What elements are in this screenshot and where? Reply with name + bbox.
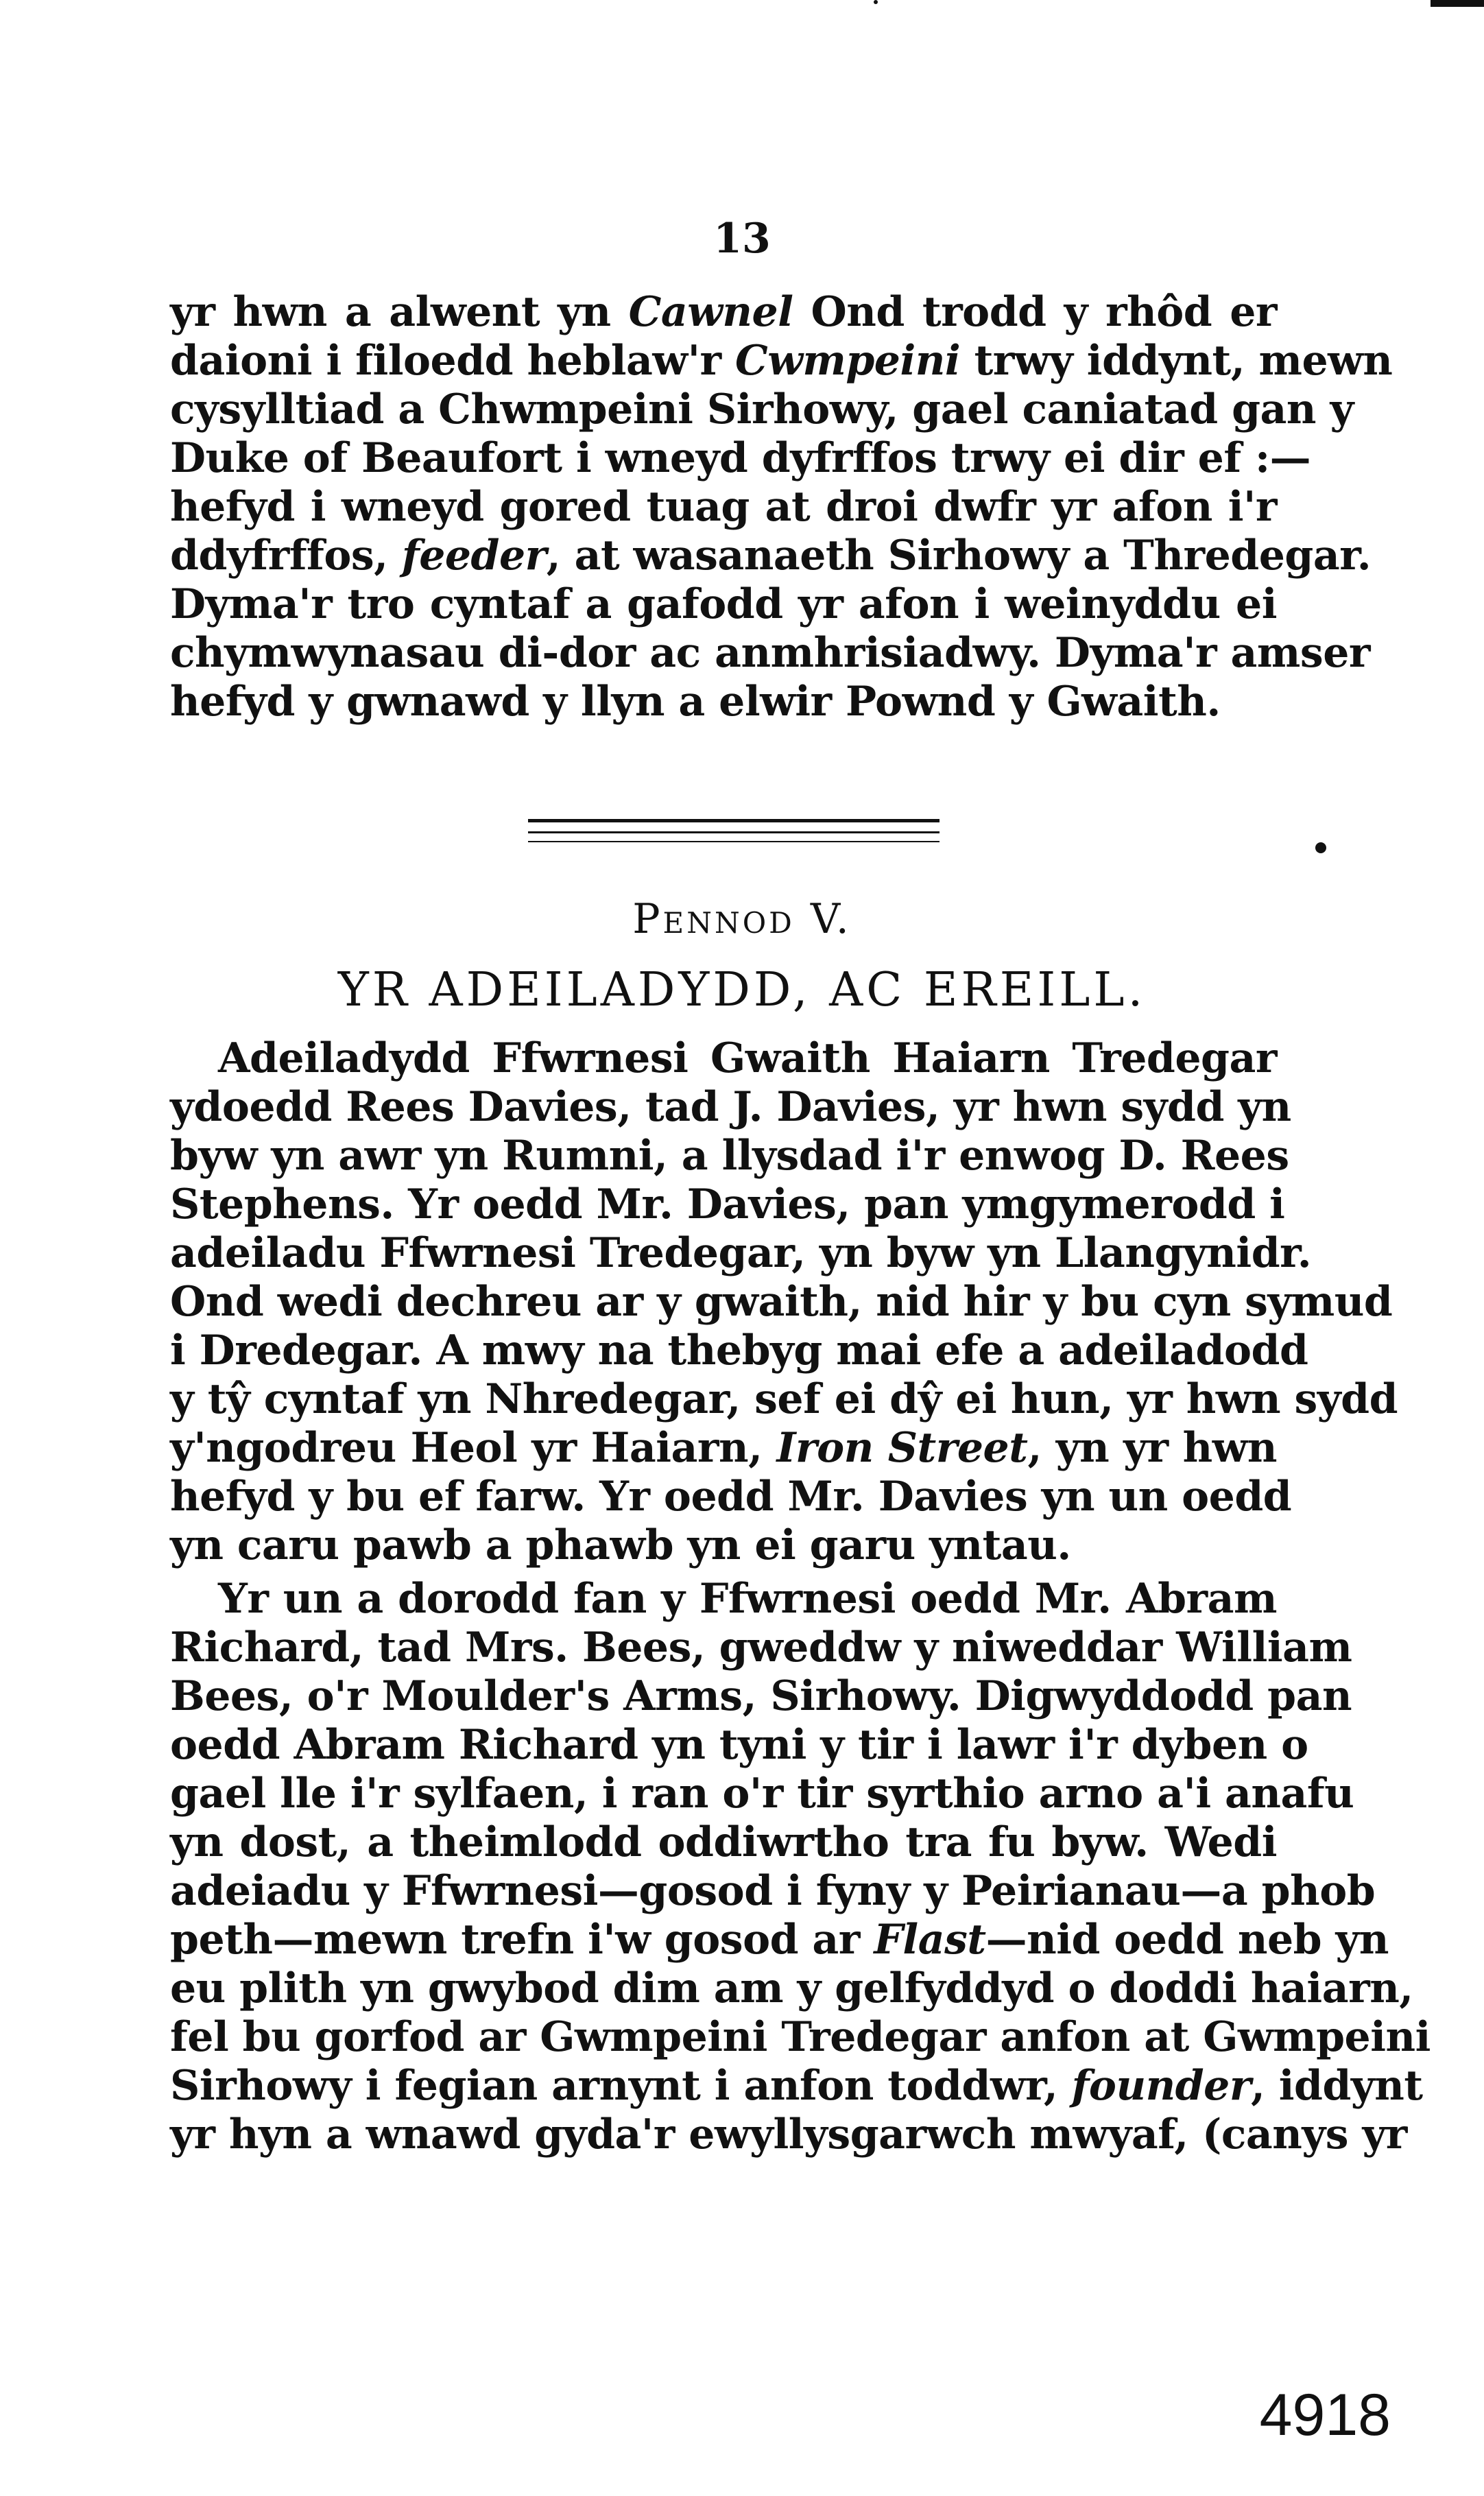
italic-term: Iron Street bbox=[776, 1424, 1028, 1472]
margin-dot bbox=[1315, 842, 1326, 853]
scan-speck bbox=[874, 0, 878, 4]
text-segment: Ond trodd y rhôd er bbox=[793, 288, 1277, 336]
text-segment: Sirhowy i fegian arnynt i anfon toddwr, bbox=[170, 2062, 1072, 2110]
text-segment: yn caru pawb a phawb yn ei garu yntau. bbox=[170, 1521, 1071, 1569]
text-line bbox=[170, 1424, 1277, 1473]
text-segment: , yn yr hwn bbox=[1027, 1424, 1277, 1472]
text-segment: ydoedd Rees Davies, tad J. Davies, yr hwn sydd yn bbox=[170, 1083, 1291, 1131]
italic-term: feeder bbox=[401, 532, 547, 580]
text-line bbox=[170, 288, 1277, 337]
paragraph-three bbox=[170, 1575, 1431, 2159]
text-segment: adeiladu Ffwrnesi Tredegar, yn byw yn Llangynidr. bbox=[170, 1229, 1312, 1277]
text-segment: eu plith yn gwybod dim am y gelfyddyd o doddi haiarn, bbox=[170, 1964, 1413, 2012]
text-segment: Dyma'r tro cyntaf a gafodd yr afon i weinyddu ei bbox=[170, 580, 1277, 628]
text-segment: fel bu gorfod ar Gwmpeini Tredegar anfon at Gwmpeini bbox=[170, 2013, 1431, 2061]
text-segment: , iddynt bbox=[1250, 2062, 1423, 2110]
text-segment: hefyd y bu ef farw. Yr oedd Mr. Davies yn un oedd bbox=[170, 1473, 1292, 1521]
italic-term: Flast bbox=[874, 1916, 986, 1964]
text-segment: Richard, tad Mrs. Bees, gweddw y niweddar William bbox=[170, 1624, 1352, 1672]
text-line bbox=[170, 1575, 1277, 1624]
section-divider-thin bbox=[528, 841, 940, 842]
text-segment: Stephens. Yr oedd Mr. Davies, pan ymgymerodd i bbox=[170, 1180, 1285, 1228]
text-segment: Bees, o'r Moulder's Arms, Sirhowy. Digwyddodd pan bbox=[170, 1672, 1352, 1720]
paragraph-two bbox=[170, 1034, 1398, 1570]
text-line bbox=[170, 1624, 1352, 1672]
section-divider-thick bbox=[528, 819, 940, 822]
text-line bbox=[170, 1180, 1285, 1229]
text-line bbox=[170, 1132, 1289, 1180]
chapter-label: Pennod V. bbox=[632, 895, 852, 943]
text-line bbox=[170, 629, 1370, 678]
text-line bbox=[170, 2111, 1407, 2159]
italic-term: Cwmpeini bbox=[734, 337, 961, 385]
text-line bbox=[170, 1721, 1308, 1770]
text-line bbox=[170, 434, 1311, 483]
section-divider-medium bbox=[528, 831, 940, 833]
text-segment: Ond wedi dechreu ar y gwaith, nid hir y bu cyn symud bbox=[170, 1278, 1393, 1326]
text-line bbox=[170, 1867, 1376, 1916]
text-line bbox=[170, 1229, 1312, 1278]
text-line bbox=[170, 1375, 1398, 1424]
text-segment: chymwynasau di-dor ac anmhrisiadwy. Dyma'r amser bbox=[170, 629, 1370, 677]
text-segment: y tŷ cyntaf yn Nhredegar, sef ei dŷ ei hun, yr hwn sydd bbox=[170, 1375, 1398, 1423]
text-segment: cysylltiad a Chwmpeini Sirhowy, gael caniatad gan y bbox=[170, 385, 1354, 433]
text-segment: —nid oedd neb yn bbox=[985, 1916, 1389, 1964]
archive-stamp-number: 4918 bbox=[1259, 2382, 1391, 2448]
text-line bbox=[170, 1964, 1413, 2013]
text-segment: byw yn awr yn Rumni, a llysdad i'r enwog D. Rees bbox=[170, 1132, 1289, 1180]
text-line bbox=[170, 2062, 1423, 2111]
scan-corner-mark bbox=[1431, 0, 1484, 7]
text-line bbox=[170, 1770, 1354, 1818]
text-segment: daioni i filoedd heblaw'r bbox=[170, 337, 735, 385]
text-line bbox=[170, 1473, 1292, 1521]
text-line bbox=[170, 385, 1354, 434]
italic-term: Cawnel bbox=[628, 288, 793, 336]
text-segment: adeiadu y Ffwrnesi—gosod i fyny y Peirianau—a phob bbox=[170, 1867, 1376, 1915]
chapter-title: YR ADEILADYDD, AC EREILL. bbox=[337, 963, 1147, 1017]
text-segment: Adeiladydd Ffwrnesi Gwaith Haiarn Tredegar bbox=[218, 1034, 1277, 1082]
text-segment: y'ngodreu Heol yr Haiarn, bbox=[170, 1424, 777, 1472]
text-segment: gael lle i'r sylfaen, i ran o'r tir syrthio arno a'i anafu bbox=[170, 1770, 1354, 1818]
text-line bbox=[170, 1672, 1352, 1721]
text-segment: yr hyn a wnawd gyda'r ewyllysgarwch mwyaf, (canys yr bbox=[170, 2111, 1407, 2159]
page-number: 13 bbox=[713, 215, 771, 263]
text-line bbox=[170, 337, 1393, 385]
text-line bbox=[170, 483, 1277, 532]
text-line bbox=[170, 678, 1277, 726]
text-line bbox=[170, 1916, 1389, 1964]
paragraph-top bbox=[170, 288, 1393, 726]
text-segment: yr hwn a alwent yn bbox=[170, 288, 629, 336]
text-segment: trwy iddynt, mewn bbox=[960, 337, 1393, 385]
text-line bbox=[170, 1521, 1277, 1570]
text-line bbox=[170, 1034, 1277, 1083]
text-segment: , at wasanaeth Sirhowy a Thredegar. bbox=[546, 532, 1372, 580]
text-line bbox=[170, 1818, 1277, 1867]
text-segment: oedd Abram Richard yn tyni y tir i lawr i'r dyben o bbox=[170, 1721, 1308, 1769]
text-line bbox=[170, 580, 1277, 629]
text-line bbox=[170, 1278, 1393, 1327]
italic-term: founder bbox=[1071, 2062, 1251, 2110]
text-segment: i Dredegar. A mwy na thebyg mai efe a adeiladodd bbox=[170, 1327, 1308, 1375]
text-segment: peth—mewn trefn i'w gosod ar bbox=[170, 1916, 874, 1964]
text-segment: hefyd y gwnawd y llyn a elwir Pownd y Gwaith. bbox=[170, 678, 1221, 726]
text-line bbox=[170, 2013, 1431, 2062]
text-segment: Yr un a dorodd fan y Ffwrnesi oedd Mr. Abram bbox=[218, 1575, 1277, 1623]
text-line bbox=[170, 532, 1372, 580]
text-segment: ddyfrffos, bbox=[170, 532, 402, 580]
text-line bbox=[170, 1327, 1308, 1375]
text-line bbox=[170, 1083, 1291, 1132]
text-segment: hefyd i wneyd gored tuag at droi dwfr yr afon i'r bbox=[170, 483, 1277, 531]
text-segment: Duke of Beaufort i wneyd dyfrffos trwy ei dir ef :— bbox=[170, 434, 1311, 482]
text-segment: yn dost, a theimlodd oddiwrtho tra fu byw. Wedi bbox=[170, 1818, 1277, 1866]
